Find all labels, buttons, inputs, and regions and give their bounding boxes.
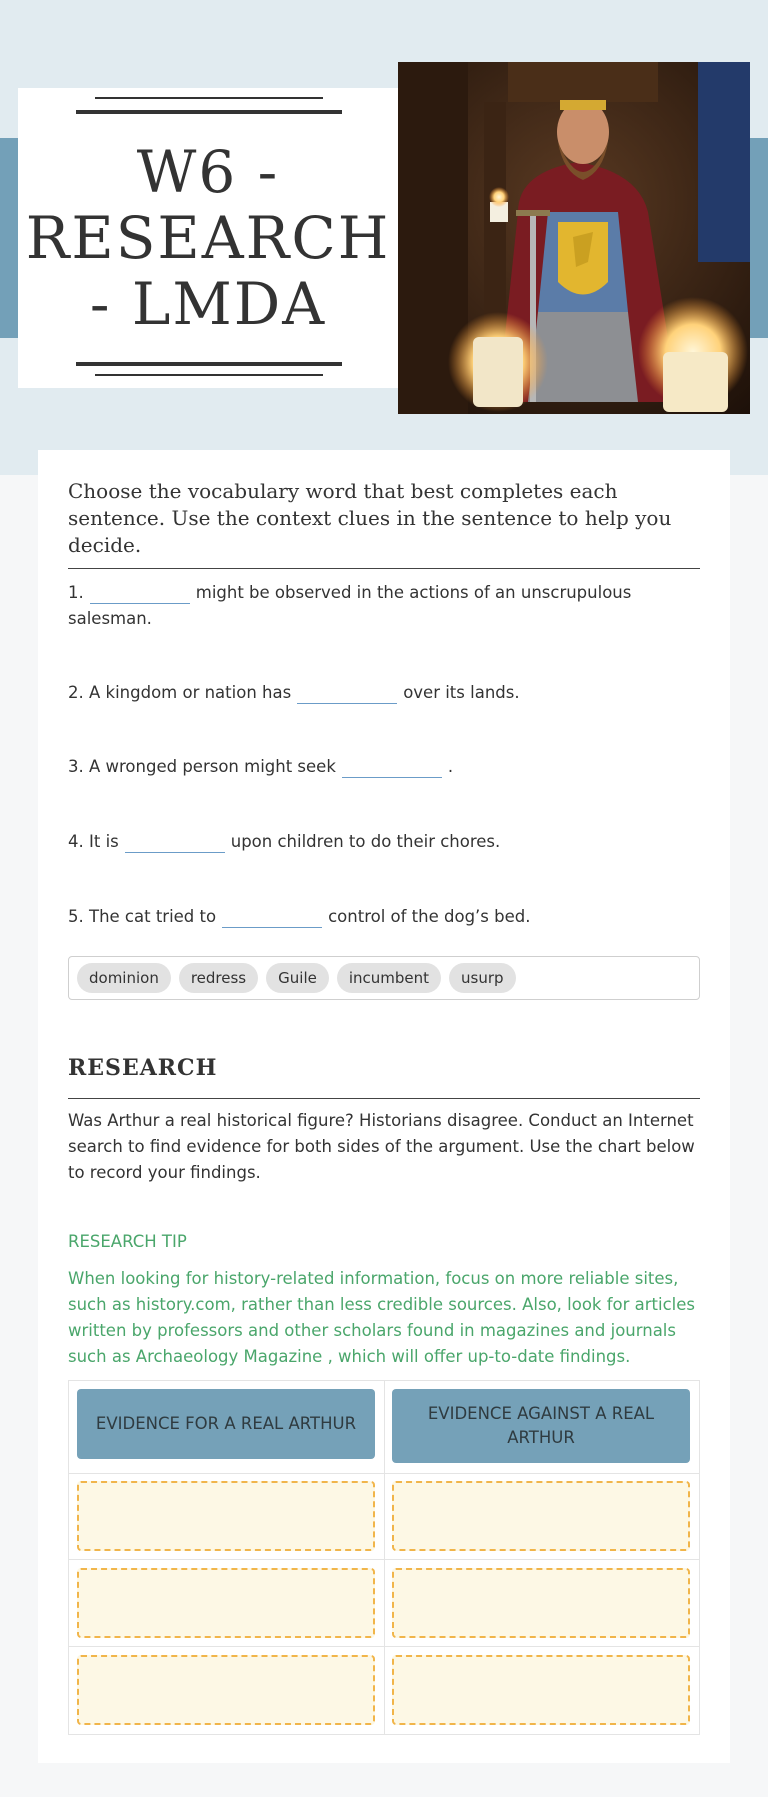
question-4 <box>68 829 700 855</box>
word-chip-redress[interactable]: redress <box>179 963 258 993</box>
research-title: RESEARCH <box>68 1055 218 1081</box>
word-chip-dominion[interactable]: dominion <box>77 963 171 993</box>
answer-blank-4[interactable] <box>125 833 225 853</box>
page-title: W6 - RESEARCH - LMDA <box>25 138 391 338</box>
question-text: 1. <box>68 583 84 602</box>
evidence-for-input-2[interactable] <box>77 1568 375 1638</box>
word-chip-incumbent[interactable]: incumbent <box>337 963 441 993</box>
question-text: might be observed in the actions of an unscrupulous salesman. <box>68 583 632 628</box>
evidence-against-input-1[interactable] <box>392 1481 690 1551</box>
question-1 <box>68 580 700 632</box>
word-bank <box>68 956 700 1000</box>
divider <box>68 568 700 569</box>
question-text: 4. It is <box>68 832 119 851</box>
answer-blank-3[interactable] <box>342 758 442 778</box>
table-divider <box>69 1646 699 1647</box>
title-rule <box>95 374 323 376</box>
table-divider <box>384 1381 385 1734</box>
research-body: Was Arthur a real historical figure? Historians disagree. Conduct an Internet search to find evidence for both sides of the argument. Use the chart below to record your findings. <box>68 1111 695 1182</box>
question-text: 3. A wronged person might seek <box>68 757 336 776</box>
question-2 <box>68 680 700 706</box>
question-text: control of the dog’s bed. <box>328 907 531 926</box>
answer-blank-1[interactable] <box>90 584 190 604</box>
evidence-against-input-2[interactable] <box>392 1568 690 1638</box>
question-3 <box>68 754 700 780</box>
evidence-table <box>68 1380 700 1735</box>
hero-illustration <box>398 62 750 414</box>
evidence-for-input-3[interactable] <box>77 1655 375 1725</box>
vocab-instructions: Choose the vocabulary word that best completes each sentence. Use the context clues in the sentence to help you decide. <box>68 479 672 557</box>
word-chip-usurp[interactable]: usurp <box>449 963 516 993</box>
answer-blank-2[interactable] <box>297 684 397 704</box>
question-5 <box>68 904 700 930</box>
question-text: upon children to do their chores. <box>230 832 501 851</box>
answer-blank-5[interactable] <box>222 908 322 928</box>
title-rule <box>76 362 342 366</box>
word-chip-guile[interactable]: Guile <box>266 963 329 993</box>
question-text: over its lands. <box>403 683 520 702</box>
header-evidence-for: EVIDENCE FOR A REAL ARTHUR <box>77 1389 375 1459</box>
evidence-against-input-3[interactable] <box>392 1655 690 1725</box>
divider <box>68 1098 700 1099</box>
question-text: 5. The cat tried to <box>68 907 217 926</box>
title-card <box>18 88 398 388</box>
evidence-for-input-1[interactable] <box>77 1481 375 1551</box>
research-tip-title: RESEARCH TIP <box>68 1232 187 1251</box>
title-rule <box>76 110 342 114</box>
title-rule <box>95 97 323 99</box>
question-text: 2. A kingdom or nation has <box>68 683 292 702</box>
table-divider <box>69 1559 699 1560</box>
header-evidence-against: EVIDENCE AGAINST A REAL ARTHUR <box>392 1389 690 1463</box>
table-divider <box>69 1473 699 1474</box>
question-text: . <box>447 757 454 776</box>
king-on-throne-image <box>398 62 750 414</box>
worksheet-card <box>38 450 730 1763</box>
research-tip-body: When looking for history-related information, focus on more reliable sites, such as history.com, rather than less credible sources. Also, look for articles written by professors and other scholars found in magazines and journals such as Archaeology Magazine , which will offer up-to-date findings. <box>68 1269 696 1366</box>
